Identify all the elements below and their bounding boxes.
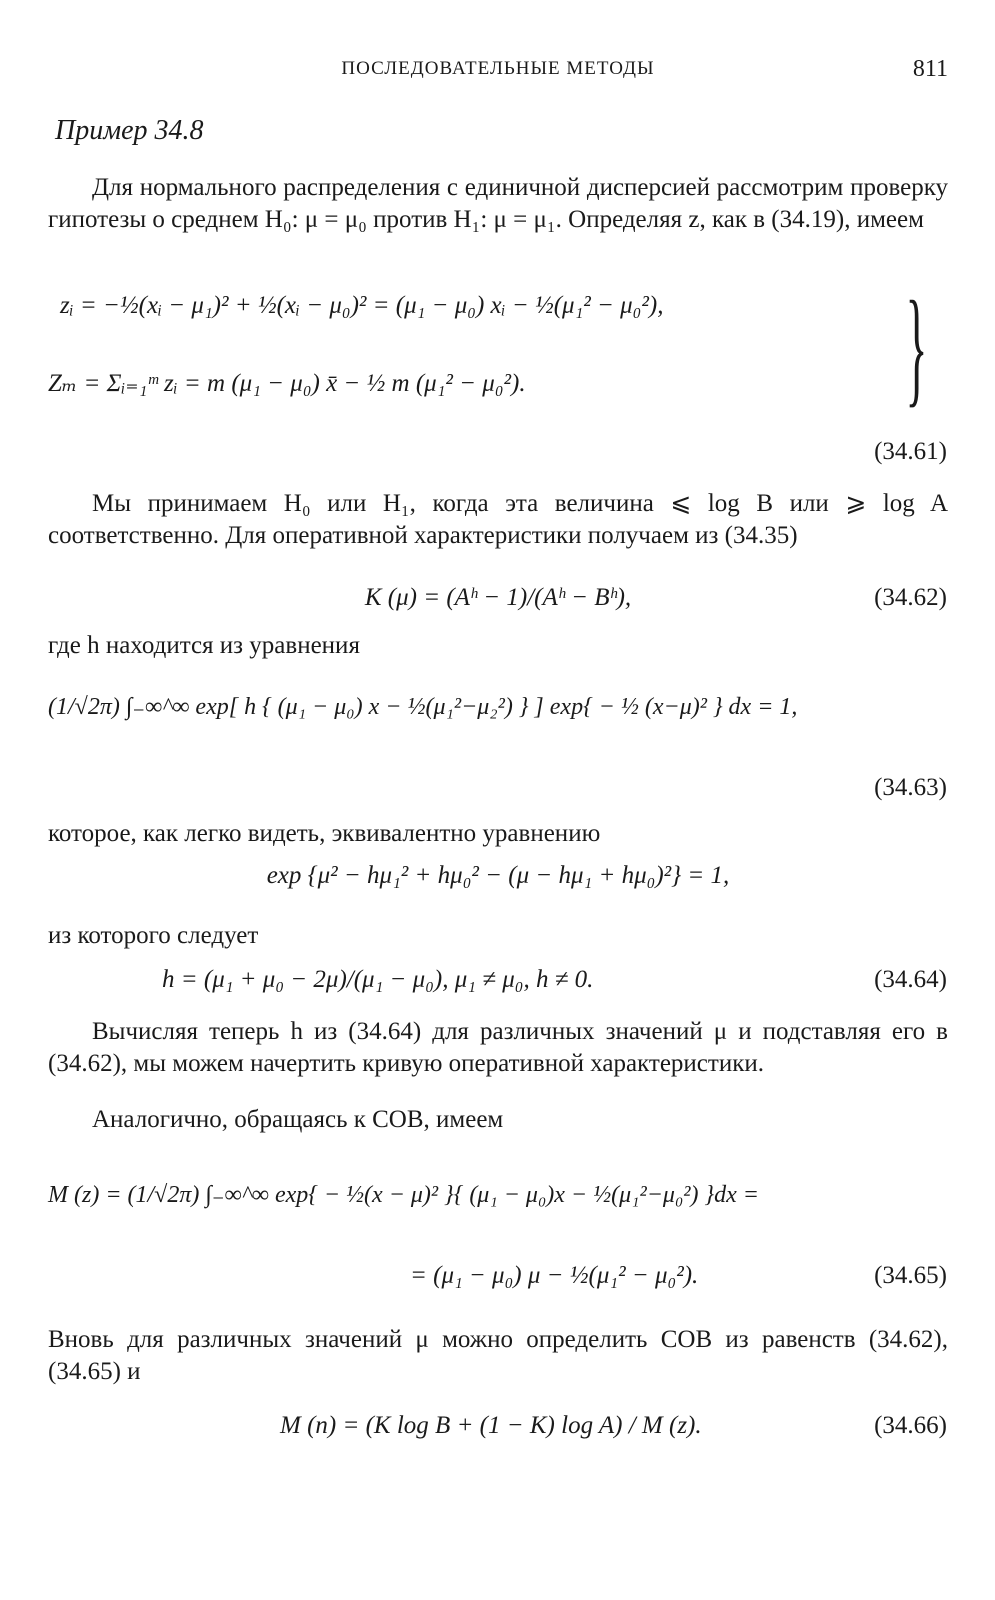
equation-number-34-65: (34.65) xyxy=(874,1262,947,1289)
paragraph-decision: Мы принимаем H₀ или H₁, когда эта величина ⩽ log B или ⩾ log A соответственно. Для оперативной характеристики получаем из (34.35) xyxy=(48,490,948,549)
paragraph-intro: Для нормального распределения с единичной дисперсией рассмотрим проверку гипотезы о среднем H₀: μ = μ₀ против H₁: μ = μ₁. Определяя z, как в (34.19), имеем xyxy=(48,174,948,233)
equation-34-65-line1: M (z) = (1/√2π) ∫₋∞^∞ exp{ − ½(x − μ)² }{ (μ₁ − μ₀)x − ½(μ₁²−μ₀²) }dx = xyxy=(48,1182,759,1208)
equation-34-61-line1: zᵢ = −½(xᵢ − μ₁)² + ½(xᵢ − μ₀)² = (μ₁ − μ₀) xᵢ − ½(μ₁² − μ₀²), xyxy=(60,292,664,319)
paragraph-computing: Вычисляя теперь h из (34.64) для различных значений μ и подставляя его в (34.62), мы можем начертить кривую оперативной характеристики. xyxy=(48,1018,948,1077)
right-brace: } xyxy=(905,275,927,419)
equation-exp-identity: exp {μ² − hμ₁² + hμ₀² − (μ − hμ₁ + hμ₀)²} = 1, xyxy=(266,862,730,889)
equation-34-65-line2: = (μ₁ − μ₀) μ − ½(μ₁² − μ₀²). xyxy=(410,1262,699,1289)
paragraph-asn-intro: Аналогично, обращаясь к СОВ, имеем xyxy=(92,1106,504,1133)
equation-number-34-63: (34.63) xyxy=(874,774,947,801)
paragraph-follows: из которого следует xyxy=(48,922,259,949)
page-header xyxy=(48,58,948,92)
equation-number-34-62: (34.62) xyxy=(874,584,947,611)
page-number: 811 xyxy=(912,56,948,82)
paragraph-equivalent: которое, как легко видеть, эквивалентно уравнению xyxy=(48,820,601,847)
example-title: Пример 34.8 xyxy=(55,115,204,146)
equation-34-62: K (μ) = (Aʰ − 1)/(Aʰ − Bʰ), xyxy=(364,584,632,611)
paragraph-again: Вновь для различных значений μ можно определить СОВ из равенств (34.62), (34.65) и xyxy=(48,1326,948,1385)
running-title: ПОСЛЕДОВАТЕЛЬНЫЕ МЕТОДЫ xyxy=(341,58,655,79)
equation-34-61-line2: Zₘ = Σᵢ₌₁ᵐ zᵢ = m (μ₁ − μ₀) x̄ − ½ m (μ₁² − μ₀²). xyxy=(48,370,526,397)
equation-number-34-64: (34.64) xyxy=(874,966,947,993)
equation-34-63: (1/√2π) ∫₋∞^∞ exp[ h { (μ₁ − μ₀) x − ½(μ₁²−μ₂²) } ] exp{ − ½ (x−μ)² } dx = 1, xyxy=(48,694,798,720)
equation-number-34-61: (34.61) xyxy=(874,438,947,465)
equation-number-34-66: (34.66) xyxy=(874,1412,947,1439)
equation-34-64: h = (μ₁ + μ₀ − 2μ)/(μ₁ − μ₀), μ₁ ≠ μ₀, h ≠ 0. xyxy=(162,966,594,993)
equation-34-66: M (n) = (K log B + (1 − K) log A) / M (z). xyxy=(280,1412,702,1439)
paragraph-where-h: где h находится из уравнения xyxy=(48,632,360,659)
